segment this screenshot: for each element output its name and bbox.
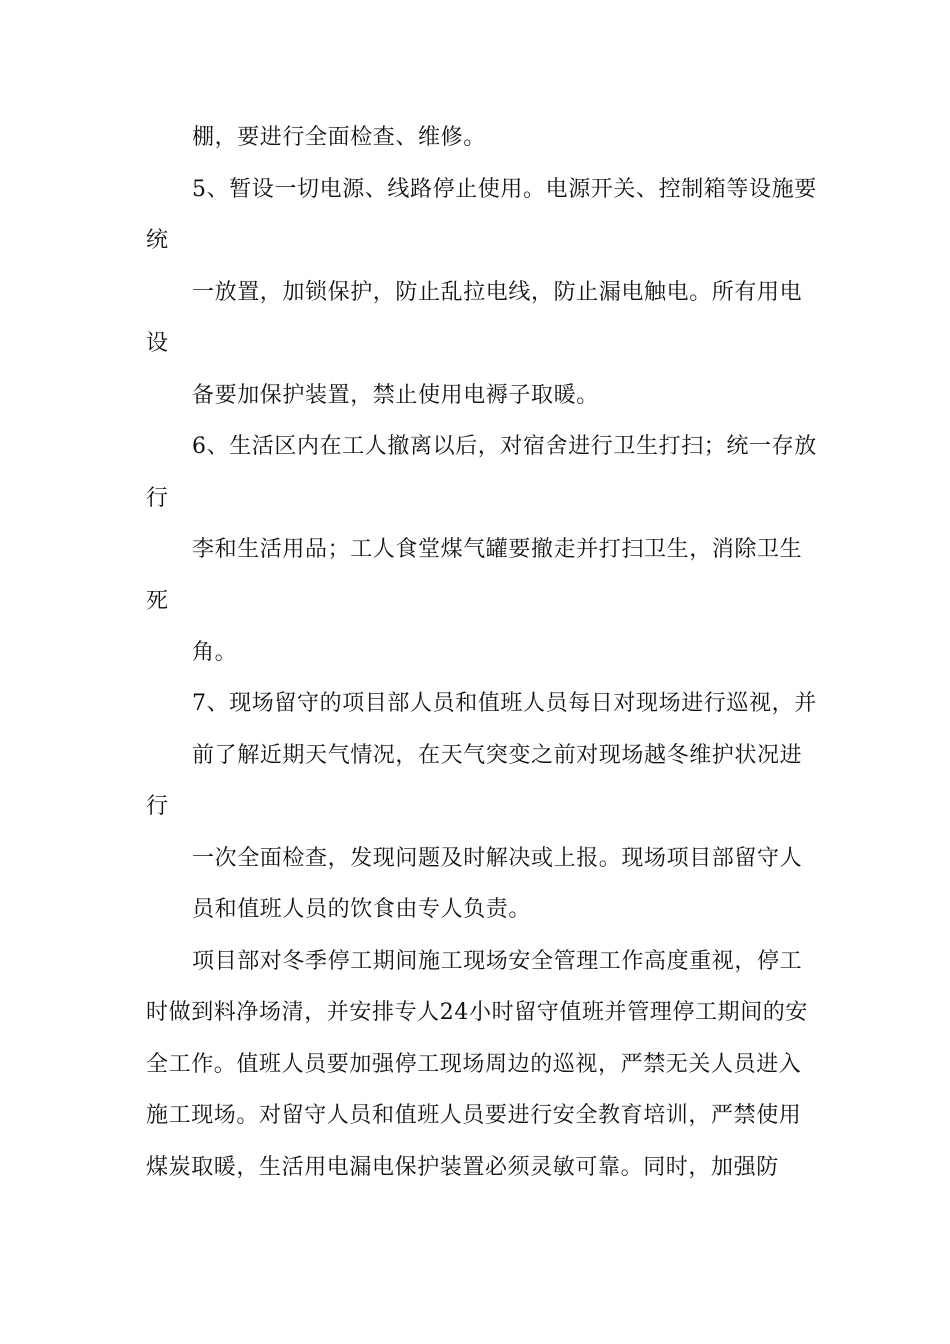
text-line-3: 统 bbox=[146, 228, 169, 253]
text-line-12: 7、现场留守的项目部人员和值班人员每日对现场进行巡视，并 bbox=[192, 691, 817, 716]
text-line-15: 一次全面检查，发现问题及时解决或上报。现场项目部留守人 bbox=[192, 846, 803, 871]
text-line-5: 设 bbox=[146, 331, 169, 356]
text-line-4: 一放置，加锁保护，防止乱拉电线，防止漏电触电。所有用电 bbox=[192, 280, 803, 305]
text-line-6: 备要加保护装置，禁止使用电褥子取暖。 bbox=[192, 383, 599, 408]
text-line-10: 死 bbox=[146, 589, 169, 614]
text-line-21: 煤炭取暖，生活用电漏电保护装置必须灵敏可靠。同时，加强防 bbox=[146, 1155, 779, 1180]
text-line-11: 角。 bbox=[192, 640, 238, 665]
text-line-14: 行 bbox=[146, 794, 169, 819]
text-line-2: 5、暂设一切电源、线路停止使用。电源开关、控制箱等设施要 bbox=[192, 177, 817, 202]
text-line-8: 行 bbox=[146, 486, 169, 511]
text-line-19: 全工作。值班人员要加强停工现场周边的巡视，严禁无关人员进入 bbox=[146, 1052, 802, 1077]
text-line-17: 项目部对冬季停工期间施工现场安全管理工作高度重视，停工 bbox=[192, 949, 803, 974]
text-line-7: 6、生活区内在工人撤离以后，对宿舍进行卫生打扫；统一存放 bbox=[192, 434, 817, 459]
text-line-18: 时做到料净场清，并安排专人24小时留守值班并管理停工期间的安 bbox=[146, 1000, 808, 1025]
text-line-20: 施工现场。对留守人员和值班人员要进行安全教育培训，严禁使用 bbox=[146, 1103, 802, 1128]
text-line-1: 棚，要进行全面检查、维修。 bbox=[192, 125, 486, 150]
text-line-13: 前了解近期天气情况，在天气突变之前对现场越冬维护状况进 bbox=[192, 743, 803, 768]
text-line-16: 员和值班人员的饮食由专人负责。 bbox=[192, 897, 532, 922]
text-line-9: 李和生活用品；工人食堂煤气罐要撤走并打扫卫生，消除卫生 bbox=[192, 537, 803, 562]
